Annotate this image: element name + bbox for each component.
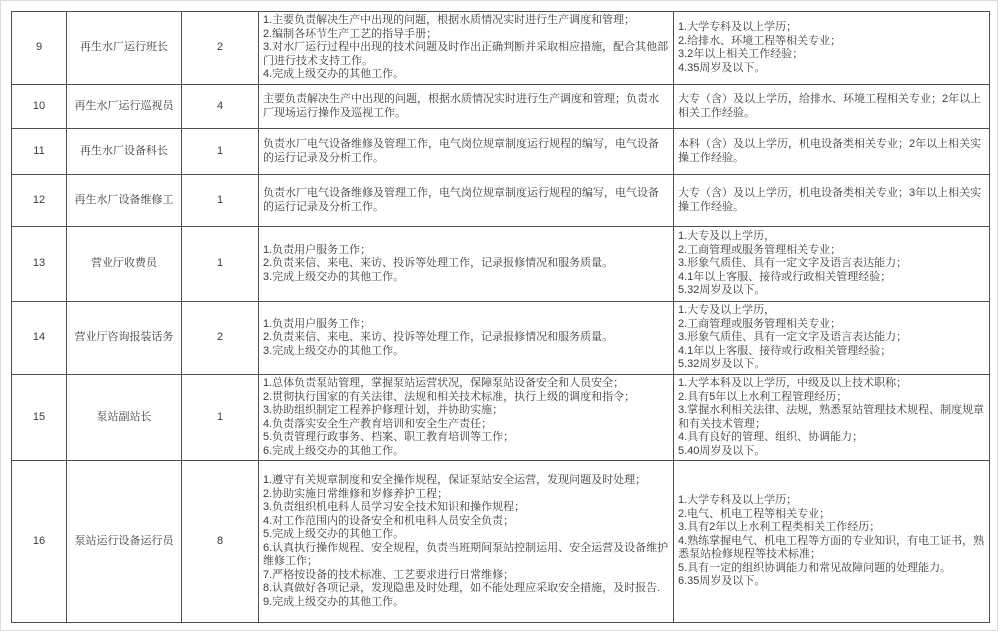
requirement-line: 大专（含）及以上学历，机电设备类相关专业；3年以上相关实操工作经验。 (678, 187, 982, 213)
requirement-line: 2.电气、机电工程等相关专业； (678, 507, 831, 520)
duty-line: 3.完成上级交办的其他工作。 (263, 270, 405, 283)
cell-position-title: 再生水厂设备科长 (67, 129, 182, 175)
requirement-line: 5.32周岁及以下。 (678, 358, 766, 371)
requirement-line: 4.35周岁及以下。 (678, 61, 766, 74)
job-row (12, 375, 990, 461)
requirement-line: 4.1年以上客服、接待或行政相关管理经验； (678, 270, 892, 283)
requirement-line: 3.掌握水利相关法律、法规，熟悉泵站管理技术规程、制度规章和有关技术管理； (678, 404, 985, 430)
cell-job-duties (259, 175, 674, 227)
cell-position-title: 再生水厂运行班长 (67, 12, 182, 85)
duty-line: 负责水厂电气设备维修及管理工作，电气岗位规章制度运行规程的编写，电气设备的运行记录及分析工作。 (263, 187, 659, 213)
cell-job-duties (259, 227, 674, 302)
duty-line: 6.认真执行操作规程、安全规程，负责当班期间泵站控制运用、安全运营及设备维护维修工作； (263, 541, 669, 567)
duty-line: 1.总体负责泵站管理，掌握泵站运营状况，保障泵站设备安全和人员安全； (263, 377, 625, 389)
duty-line: 5.完成上级交办的其他工作。 (263, 528, 405, 540)
job-row (12, 227, 990, 302)
job-positions-table-body (12, 12, 990, 623)
duty-line: 6.完成上级交办的其他工作。 (263, 444, 405, 457)
cell-serial-number: 11 (12, 129, 67, 175)
cell-serial-number: 15 (12, 375, 67, 461)
requirement-line: 6.35周岁及以下。 (678, 575, 766, 588)
cell-job-duties (259, 302, 674, 375)
cell-headcount: 1 (182, 129, 259, 175)
duty-line: 4.对工作范围内的设备安全和机电科人员安全负责； (263, 514, 515, 527)
duty-line: 1.主要负责解决生产中出现的问题，根据水质情况实时进行生产调度和管理； (263, 14, 636, 27)
cell-position-title: 泵站运行设备运行员 (67, 461, 182, 623)
requirement-line: 3.2年以上相关工作经验； (678, 48, 804, 60)
job-row (12, 129, 990, 175)
duty-line: 2.贯彻执行国家的有关法律、法规和相关技术标准，执行上级的调度和指令； (263, 390, 636, 403)
duty-line: 1.负责用户服务工作； (263, 243, 372, 256)
duty-line: 1.负责用户服务工作； (263, 317, 372, 330)
cell-serial-number: 14 (12, 302, 67, 375)
requirement-line: 2.工商管理或服务管理相关专业； (678, 243, 842, 256)
cell-headcount: 2 (182, 302, 259, 375)
duty-line: 4.负责落实安全生产教育培训和安全生产责任； (263, 417, 493, 430)
requirement-line: 2.工商管理或服务管理相关专业； (678, 317, 842, 330)
duty-line: 3.完成上级交办的其他工作。 (263, 344, 405, 357)
requirement-line: 1.大学专科及以上学历； (678, 21, 798, 33)
duty-line: 8.认真做好各项记录，发现隐患及时处理，如不能处理应采取安全措施，及时报告. (263, 582, 661, 594)
requirement-line: 1.大专及以上学历， (678, 304, 776, 317)
job-positions-table (11, 11, 990, 623)
cell-position-title: 营业厅咨询报装话务 (67, 302, 182, 375)
cell-job-duties (259, 85, 674, 129)
job-row (12, 175, 990, 227)
requirement-line: 本科（含）及以上学历，机电设备类相关专业；2年以上相关实操工作经验。 (678, 138, 982, 164)
duty-line: 3.负责组织机电科人员学习安全技术知识和操作规程； (263, 501, 526, 513)
duty-line: 主要负责解决生产中出现的问题，根据水质情况实时进行生产调度和管理；负责水厂现场运行操作及巡视工作。 (263, 93, 659, 119)
cell-position-title: 营业厅收费员 (67, 227, 182, 302)
cell-position-title: 再生水厂运行巡视员 (67, 85, 182, 129)
cell-job-duties (259, 461, 674, 623)
cell-headcount: 1 (182, 227, 259, 302)
duty-line: 负责水厂电气设备维修及管理工作，电气岗位规章制度运行规程的编写，电气设备的运行记录及分析工作。 (263, 138, 659, 164)
job-row (12, 85, 990, 129)
cell-requirements (674, 227, 990, 302)
requirement-line: 3.形象气质佳、具有一定文字及语言表达能力； (678, 331, 908, 344)
requirement-line: 4.具有良好的管理、组织、协调能力； (678, 431, 864, 443)
cell-serial-number: 16 (12, 461, 67, 623)
cell-requirements (674, 461, 990, 623)
duty-line: 9.完成上级交办的其他工作。 (263, 595, 405, 608)
requirement-line: 1.大专及以上学历， (678, 230, 776, 243)
duty-line: 1.遵守有关规章制度和安全操作规程，保证泵站安全运营，发现问题及时处理； (263, 474, 647, 486)
cell-requirements (674, 129, 990, 175)
cell-requirements (674, 375, 990, 461)
job-row (12, 461, 990, 623)
requirement-line: 3.形象气质佳、具有一定文字及语言表达能力； (678, 257, 908, 270)
duty-line: 2.负责来信、来电、来访、投诉等处理工作，记录报修情况和服务质量。 (263, 331, 614, 344)
duty-line: 2.编制各环节生产工艺的指导手册； (263, 27, 438, 40)
cell-headcount: 8 (182, 461, 259, 623)
duty-line: 3.协助组织制定工程养护修理计划，并协助实施； (263, 404, 504, 416)
requirement-line: 1.大学本科及以上学历，中级及以上技术职称； (678, 377, 908, 389)
duty-line: 3.对水厂运行过程中出现的技术问题及时作出正确判断并采取相应措施，配合其他部门进行技术支持工作。 (263, 41, 669, 67)
duty-line: 4.完成上级交办的其他工作。 (263, 68, 405, 81)
cell-headcount: 1 (182, 375, 259, 461)
cell-serial-number: 10 (12, 85, 67, 129)
duty-line: 7.严格按设备的技术标准、工艺要求进行日常维修； (263, 568, 515, 581)
requirement-line: 2.给排水、环境工程等相关专业； (678, 34, 842, 47)
job-row (12, 302, 990, 375)
job-row (12, 12, 990, 85)
requirement-line: 3.具有2年以上水利工程类相关工作经历； (678, 521, 881, 534)
requirement-line: 1.大学专科及以上学历； (678, 494, 798, 507)
cell-headcount: 2 (182, 12, 259, 85)
cell-headcount: 4 (182, 85, 259, 129)
cell-job-duties (259, 375, 674, 461)
cell-requirements (674, 175, 990, 227)
cell-requirements (674, 302, 990, 375)
cell-job-duties (259, 12, 674, 85)
cell-requirements (674, 12, 990, 85)
cell-job-duties (259, 129, 674, 175)
requirement-line: 5.32周岁及以下。 (678, 284, 766, 297)
requirement-line: 大专（含）及以上学历，给排水、环境工程相关专业；2年以上相关工作经验。 (678, 93, 982, 119)
cell-position-title: 再生水厂设备维修工 (67, 175, 182, 227)
duty-line: 5.负责管理行政事务、档案、职工教育培训等工作； (263, 431, 515, 443)
requirement-line: 5.40周岁及以下。 (678, 444, 766, 457)
cell-position-title: 泵站副站长 (67, 375, 182, 461)
requirement-line: 2.具有5年以上水利工程管理经历； (678, 390, 848, 403)
requirement-line: 4.1年以上客服、接待或行政相关管理经验； (678, 344, 892, 357)
duty-line: 2.负责来信、来电、来访、投诉等处理工作，记录报修情况和服务质量。 (263, 257, 614, 270)
cell-requirements (674, 85, 990, 129)
cell-headcount: 1 (182, 175, 259, 227)
duty-line: 2.协助实施日常维修和岁修养护工程； (263, 487, 449, 500)
cell-serial-number: 9 (12, 12, 67, 85)
requirement-line: 5.具有一定的组织协调能力和常见故障问题的处理能力。 (678, 561, 952, 574)
requirement-line: 4.熟练掌握电气、机电工程等方面的专业知识，有电工证书，熟悉泵站检修规程等技术标准； (678, 534, 985, 561)
cell-serial-number: 12 (12, 175, 67, 227)
cell-serial-number: 13 (12, 227, 67, 302)
